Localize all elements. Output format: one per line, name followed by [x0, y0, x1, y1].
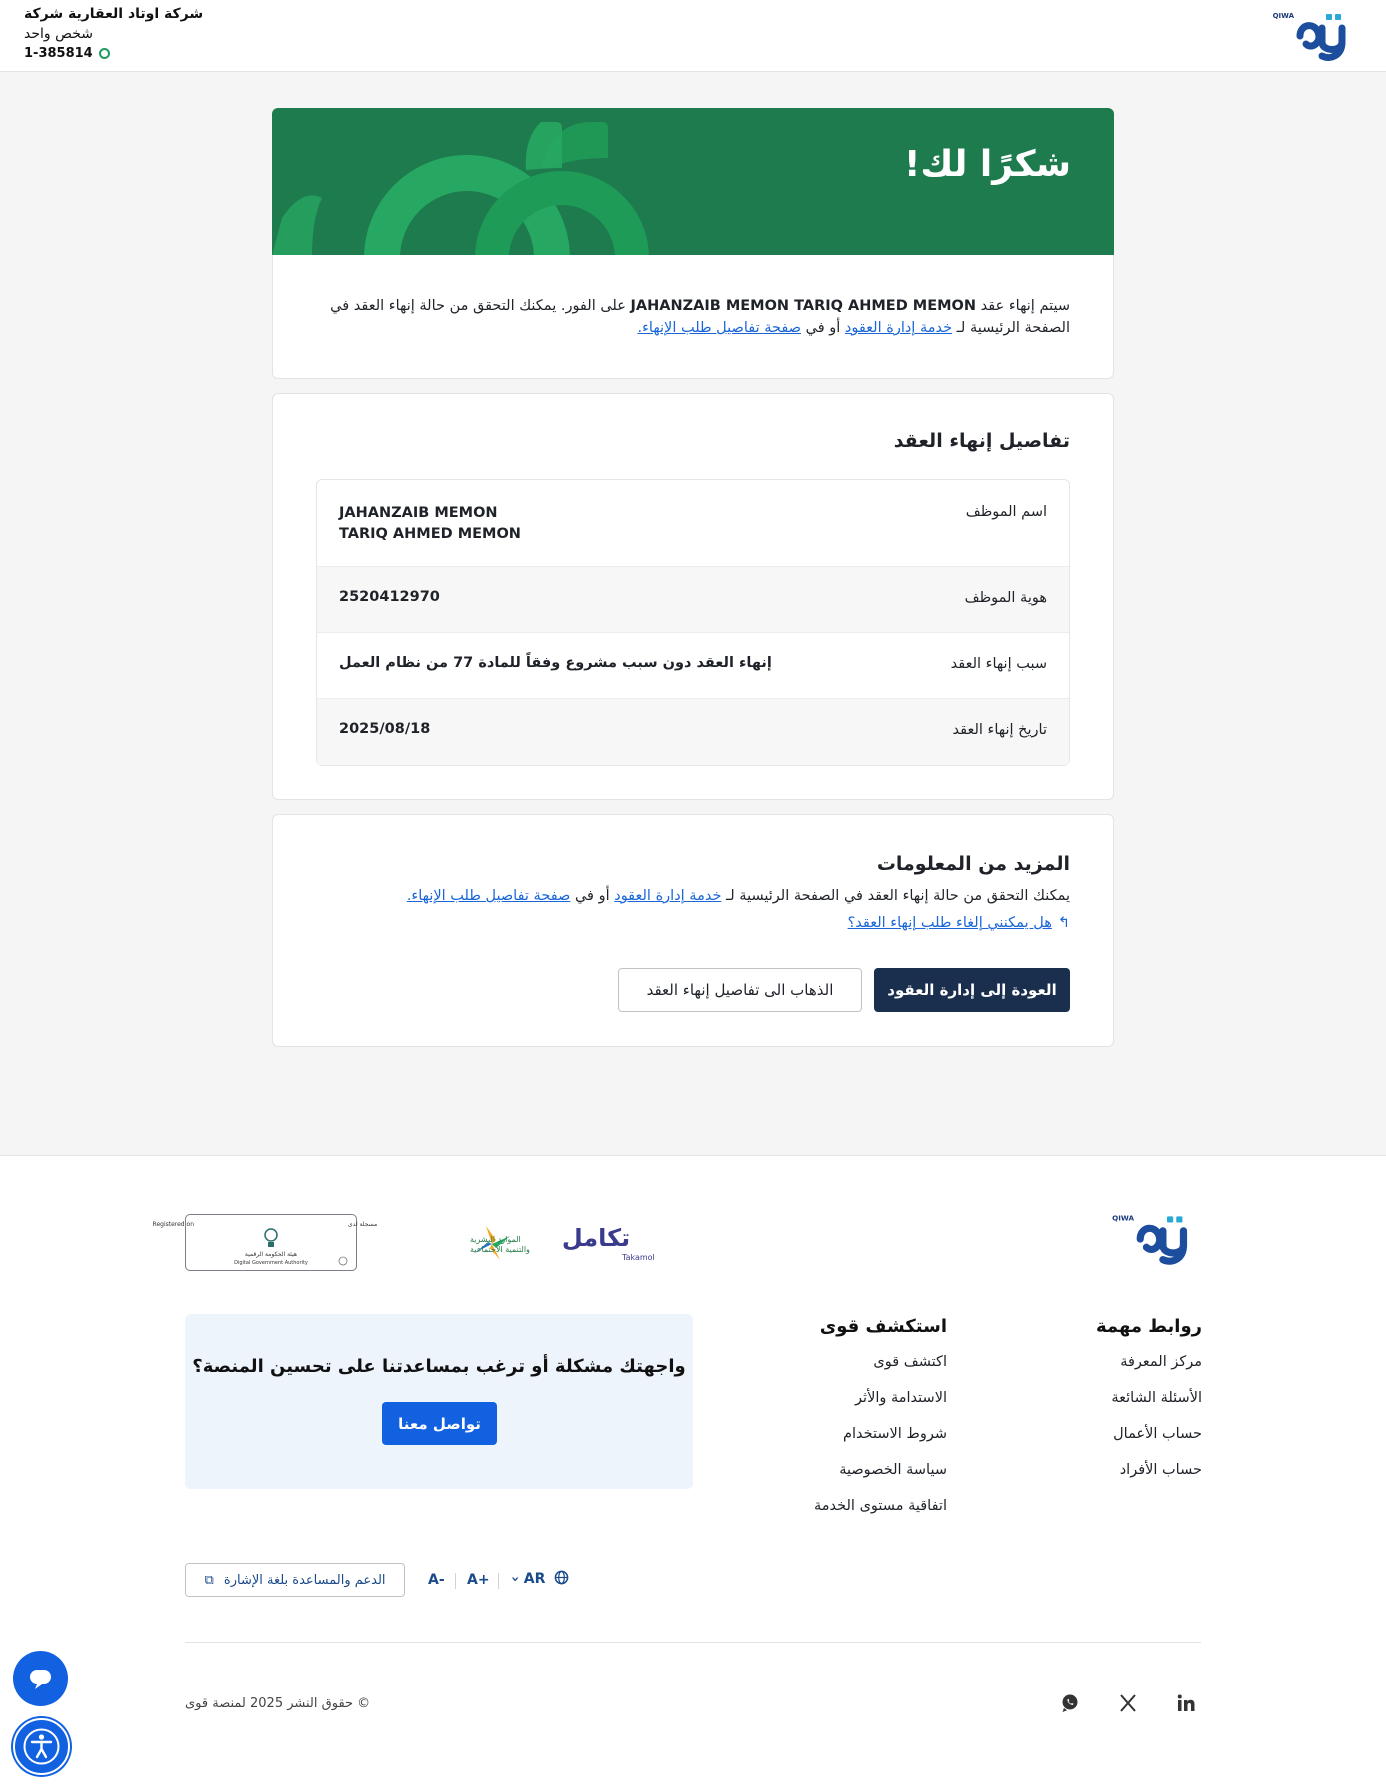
confirmation-text: [316, 295, 1070, 339]
link-discover-qiwa[interactable]: اكتشف قوى: [873, 1354, 947, 1370]
linkedin-icon[interactable]: [1175, 1692, 1197, 1714]
detail-label: هوية الموظف: [964, 590, 1047, 606]
svg-text:Registered on: Registered on: [152, 1221, 194, 1228]
svg-text:QIWA: QIWA: [1112, 1213, 1135, 1223]
detail-value: [339, 503, 521, 545]
svg-text:هيئة الحكومة الرقمية: هيئة الحكومة الرقمية: [244, 1251, 298, 1258]
svg-text:QIWA: QIWA: [1272, 12, 1294, 20]
confirmation-message-card: [272, 255, 1114, 379]
account-id: 1-385814: [24, 46, 93, 61]
go-to-termination-details-button[interactable]: الذهاب الى تفاصيل إنهاء العقد: [618, 968, 862, 1012]
return-arrow-icon: ↰: [1057, 915, 1070, 931]
detail-row-reason: [317, 633, 1069, 699]
message-text-1: سيتم إنهاء عقد: [976, 298, 1070, 314]
divider: [455, 1573, 456, 1589]
detail-row-date: [317, 699, 1069, 765]
more-info-text: [316, 885, 1070, 907]
footer-divider: [185, 1642, 1201, 1643]
divider: [498, 1573, 499, 1589]
qiwa-logo[interactable]: [1272, 6, 1360, 64]
svg-text:مسجلة لدى: مسجلة لدى: [348, 1221, 378, 1228]
chevron-down-icon: ›: [506, 1576, 523, 1582]
explore-title: استكشف قوى: [819, 1316, 947, 1337]
chat-bubble-icon[interactable]: [13, 1651, 68, 1706]
contract-management-link[interactable]: خدمة إدارة العقود: [844, 320, 953, 336]
back-to-contracts-button[interactable]: العودة إلى إدارة العقود: [874, 968, 1070, 1012]
link-sla[interactable]: اتفاقية مستوى الخدمة: [814, 1498, 947, 1514]
whatsapp-icon[interactable]: [1059, 1692, 1081, 1714]
employee-name-line-1: JAHANZAIB MEMON: [339, 505, 498, 521]
sign-language-label: الدعم والمساعدة بلغة الإشارة: [223, 1572, 386, 1588]
link-individual-account[interactable]: حساب الأفراد: [1119, 1462, 1202, 1478]
more-info-text-1: يمكنك التحقق من حالة إنهاء العقد في الصفحة الرئيسية لـ: [721, 888, 1070, 904]
font-increase-button[interactable]: +A: [467, 1572, 490, 1588]
message-text-2: على الفور. يمكنك التحقق من حالة إنهاء العقد في الصفحة الرئيسية لـ: [330, 298, 1070, 336]
svg-text:Digital Government Authority: Digital Government Authority: [234, 1260, 308, 1266]
details-table: [316, 479, 1070, 766]
takamol-logo: [560, 1220, 655, 1264]
faq-cancel-link[interactable]: [848, 915, 1070, 931]
contact-us-button[interactable]: تواصل معنا: [382, 1402, 497, 1445]
detail-value: 2025/08/18: [339, 721, 431, 737]
svg-text:تكامل: تكامل: [561, 1224, 631, 1252]
detail-value: 2520412970: [339, 589, 440, 605]
message-text-3: أو في: [801, 320, 845, 336]
account-type: شخص واحد: [24, 26, 94, 42]
language-label: AR: [523, 1571, 546, 1587]
help-box: [185, 1314, 693, 1489]
language-switcher[interactable]: [506, 1570, 569, 1587]
employee-name-line-2: TARIQ AHMED MEMON: [339, 526, 521, 542]
important-links-title: روابط مهمة: [1095, 1316, 1202, 1337]
link-faq[interactable]: الأسئلة الشائعة: [1111, 1390, 1202, 1406]
footer: [0, 1155, 1386, 1787]
success-banner: [272, 108, 1114, 256]
company-name: شركة اوتاد العقارية شركة: [24, 6, 204, 22]
external-link-icon: ⧉: [204, 1572, 214, 1588]
hrsd-logo: [398, 1224, 530, 1264]
svg-text:Takamol: Takamol: [622, 1253, 655, 1262]
detail-row-employee-id: [317, 567, 1069, 633]
employee-name-inline: JAHANZAIB MEMON TARIQ AHMED MEMON: [630, 298, 977, 314]
contract-management-link-2[interactable]: خدمة إدارة العقود: [614, 888, 722, 904]
banner-title: شكرًا لك!: [903, 144, 1071, 185]
x-twitter-icon[interactable]: [1117, 1692, 1139, 1714]
svg-text:والتنمية الاجتماعية: والتنمية الاجتماعية: [470, 1245, 530, 1254]
top-bar: [0, 0, 1386, 72]
termination-details-link-2[interactable]: صفحة تفاصيل طلب الإنهاء.: [406, 888, 571, 904]
dga-registered-badge: [152, 1214, 378, 1271]
font-decrease-button[interactable]: -A: [428, 1572, 445, 1588]
link-privacy[interactable]: سياسة الخصوصية: [839, 1462, 947, 1478]
link-knowledge-center[interactable]: مركز المعرفة: [1120, 1354, 1202, 1370]
more-info-title: المزيد من المعلومات: [876, 853, 1070, 875]
status-dot-icon: [99, 48, 110, 59]
link-business-account[interactable]: حساب الأعمال: [1113, 1426, 1202, 1442]
sign-language-button[interactable]: [185, 1563, 405, 1597]
details-title: تفاصيل إنهاء العقد: [893, 430, 1070, 452]
detail-value: إنهاء العقد دون سبب مشروع وفقاً للمادة 77 من نظام العمل: [339, 655, 772, 671]
faq-cancel-text[interactable]: هل يمكنني إلغاء طلب إنهاء العقد؟: [847, 915, 1052, 931]
account-switcher[interactable]: [24, 4, 284, 64]
copyright: © حقوق النشر 2025 لمنصة قوى: [185, 1696, 371, 1711]
svg-text:الموارد البشرية: الموارد البشرية: [470, 1235, 521, 1244]
link-terms[interactable]: شروط الاستخدام: [843, 1426, 947, 1442]
termination-details-card: [272, 393, 1114, 800]
link-sustainability[interactable]: الاستدامة والأثر: [855, 1390, 947, 1406]
account-id-row: [24, 44, 284, 64]
detail-label: تاريخ إنهاء العقد: [952, 722, 1047, 738]
detail-label: سبب إنهاء العقد: [950, 656, 1047, 672]
accessibility-icon[interactable]: [13, 1718, 70, 1775]
globe-icon: [554, 1571, 569, 1587]
more-info-card: [272, 814, 1114, 1047]
detail-row-employee-name: [317, 480, 1069, 567]
footer-qiwa-logo[interactable]: [1112, 1208, 1202, 1268]
detail-label: اسم الموظف: [965, 504, 1047, 520]
more-info-text-2: أو في: [570, 888, 615, 904]
termination-details-link[interactable]: صفحة تفاصيل طلب الإنهاء.: [637, 320, 801, 336]
help-question: واجهتك مشكلة أو ترغب بمساعدتنا على تحسين المنصة؟: [192, 1356, 686, 1377]
